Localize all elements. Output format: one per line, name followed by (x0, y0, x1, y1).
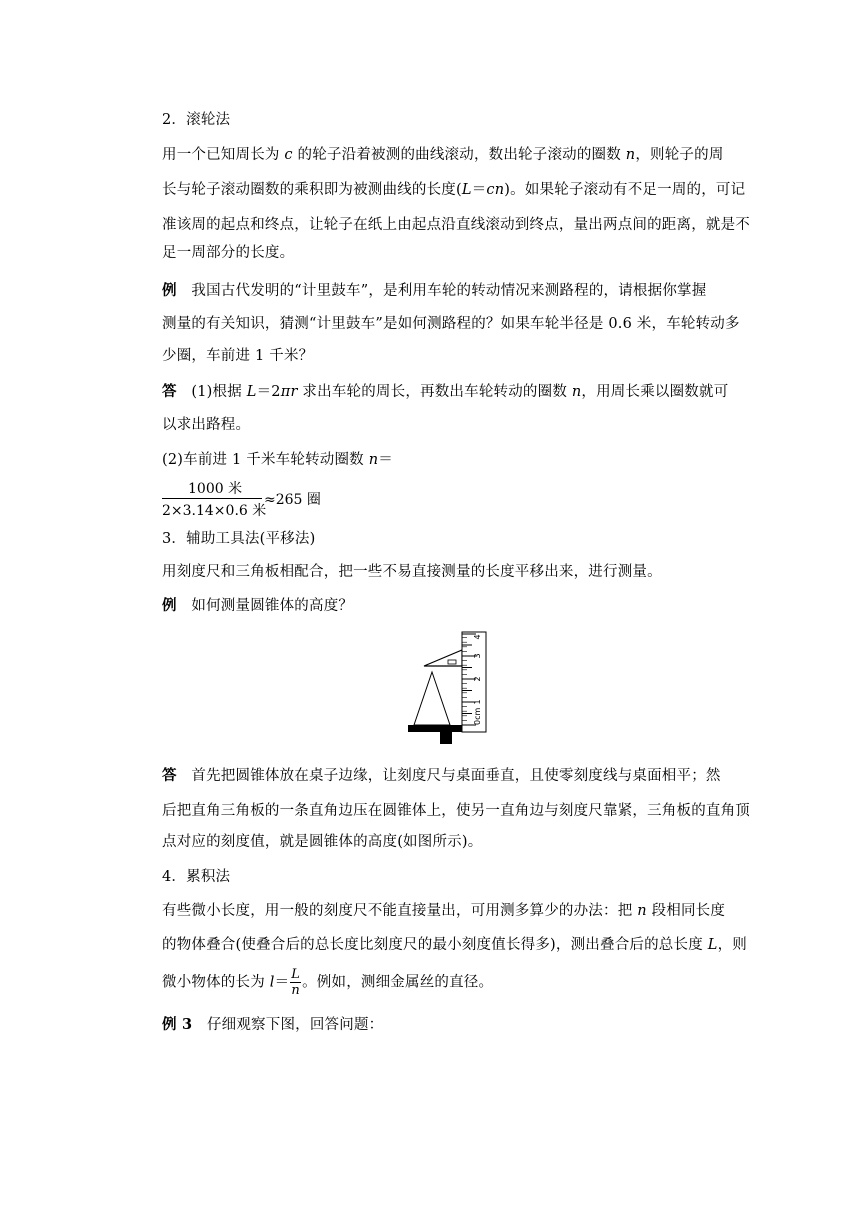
example-label: 例 3 (162, 1016, 193, 1033)
fraction-bar (162, 498, 262, 499)
example-1-line-1: 例 我国古代发明的“计里鼓车”，是利用车轮的转动情况来测路程的，请根据你掌握 (162, 282, 707, 299)
section-2-line-2: 长与轮子滚动圈数的乘积即为被测曲线的长度(L＝cn)。如果轮子滚动有不足一周的，可记 (162, 182, 746, 198)
cone-ruler-diagram (404, 628, 494, 748)
section-2-line-4: 足一周部分的长度。 (162, 245, 295, 261)
example-label: 例 (162, 597, 177, 614)
fraction-denominator: 2×3.14×0.6 米 (162, 503, 267, 519)
example-2-line: 例 如何测量圆锥体的高度？ (162, 597, 354, 614)
fraction-numerator: 1000 米 (188, 481, 243, 497)
answer-2-line-2: 后把直角三角板的一条直角边压在圆锥体上，使另一直角边与刻度尺靠紧，三角板的直角顶 (162, 803, 750, 819)
answer-label: 答 (162, 383, 177, 400)
section-2-line-3: 准该周的起点和终点，让轮子在纸上由起点沿直线滚动到终点，量出两点间的距离，就是不 (162, 217, 750, 233)
ruler-tick-label: 1 (473, 699, 482, 705)
section-3-heading: 3．辅助工具法(平移法) (162, 531, 316, 547)
cone-measurement-figure (404, 628, 494, 752)
table-leg (440, 732, 452, 744)
ruler-tick-label: 4 (473, 634, 482, 640)
ruler-tick-label: 3 (473, 653, 482, 659)
table-top (408, 725, 466, 732)
section-3-line-1: 用刻度尺和三角板相配合，把一些不易直接测量的长度平移出来，进行测量。 (162, 564, 662, 580)
section-4-line-2: 的物体叠合(使叠合后的总长度比刻度尺的最小刻度值长得多)，测出叠合后的总长度 L，则 (162, 937, 747, 953)
answer-1-line-1: 答 (1)根据 L＝2πr 求出车轮的周长，再数出车轮转动的圈数 n，用周长乘以圈数就可 (162, 383, 729, 400)
answer-2-line-1: 答 首先把圆锥体放在桌子边缘，让刻度尺与桌面垂直，且使零刻度线与桌面相平；然 (162, 767, 721, 784)
section-4-line-1: 有些微小长度，用一般的刻度尺不能直接量出，可用测多算少的办法：把 n 段相同长度 (162, 903, 726, 919)
answer-1-line-2: 以求出路程。 (162, 417, 251, 433)
section-2-heading: 2．滚轮法 (162, 112, 231, 128)
section-4-line-3: 微小物体的长为 l＝ $\frac{L}{n}$ 。例如，测细金属丝的直径。 (162, 967, 494, 998)
example-1-line-2: 测量的有关知识，猜测“计里鼓车”是如何测路程的？如果车轮半径是 0.6 米，车轮转动多 (162, 316, 740, 332)
set-square-inner (448, 660, 456, 664)
answer-2-line-3: 点对应的刻度值，就是圆锥体的高度(如图所示)。 (162, 834, 483, 850)
fraction-result: ≈265 圈 (264, 492, 321, 508)
example-label: 例 (162, 282, 177, 299)
answer-label: 答 (162, 767, 177, 784)
answer-1-line-3: (2)车前进 1 千米车轮转动圈数 n＝ (162, 452, 393, 468)
section-2-line-1: 用一个已知周长为 c 的轮子沿着被测的曲线滚动，数出轮子滚动的圈数 n，则轮子的周 (162, 147, 724, 163)
section-4-heading: 4．累积法 (162, 869, 231, 885)
cone-body (414, 672, 450, 725)
example-1-line-3: 少圈，车前进 1 千米？ (162, 348, 314, 364)
math-fraction: $\frac{L}{n}$ (291, 967, 301, 998)
ruler-unit-label: 0cm (473, 707, 482, 725)
ruler-tick-label: 2 (473, 676, 482, 682)
example-3-line: 例 3 仔细观察下图，回答问题： (162, 1016, 384, 1033)
